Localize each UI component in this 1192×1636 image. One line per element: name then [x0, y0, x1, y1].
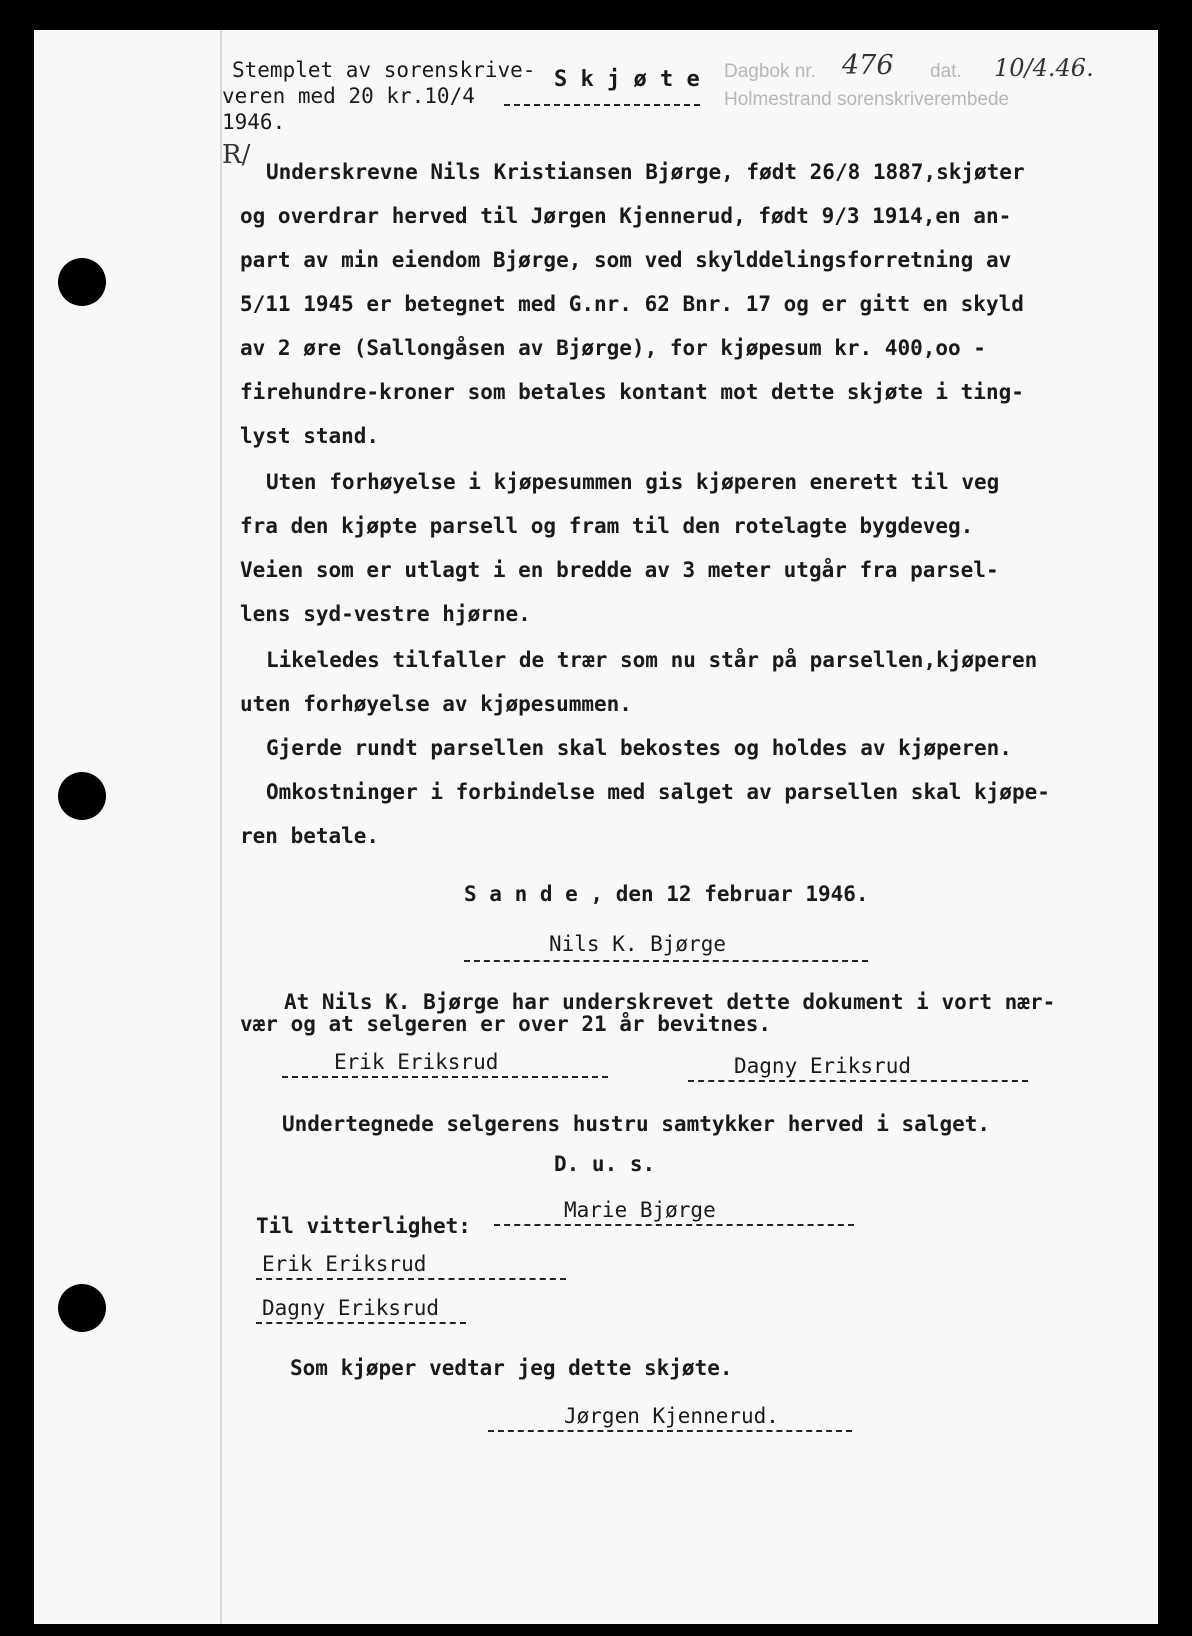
body-line: uten forhøyelse av kjøpesummen.	[240, 692, 632, 716]
body-line: fra den kjøpte parsell og fram til den rotelagte bygdeveg.	[240, 514, 974, 538]
signature-line	[488, 1430, 852, 1432]
body-line: Underskrevne Nils Kristiansen Bjørge, født 26/8 1887,skjøter	[266, 160, 1025, 184]
body-line: Uten forhøyelse i kjøpesummen gis kjøperen enerett til veg	[266, 470, 1000, 494]
punch-hole	[58, 772, 106, 820]
margin-line	[220, 30, 222, 1624]
body-line: lens syd-vestre hjørne.	[240, 602, 531, 626]
signature-line	[494, 1224, 854, 1226]
body-line: av 2 øre (Sallongåsen av Bjørge), for kjøpesum kr. 400,oo -	[240, 336, 986, 360]
body-line: lyst stand.	[240, 424, 380, 448]
buyer-signature: Jørgen Kjennerud.	[564, 1404, 779, 1428]
body-line: Gjerde rundt parsellen skal bekostes og holdes av kjøperen.	[266, 736, 1012, 760]
body-line: ren betale.	[240, 824, 380, 848]
punch-hole	[58, 258, 106, 306]
body-line: Likeledes tilfaller de trær som nu står på parsellen,kjøperen	[266, 648, 1038, 672]
margin-mark: R/	[222, 140, 251, 170]
vitterlighet-signature: Dagny Eriksrud	[262, 1296, 440, 1320]
signature-line	[464, 960, 868, 962]
dagbok-number: 476	[842, 50, 894, 81]
dateline: S a n d e , den 12 februar 1946.	[464, 882, 869, 906]
vitterlighet-signature: Erik Eriksrud	[262, 1252, 427, 1276]
body-line: Omkostninger i forbindelse med salget av parsellen skal kjøpe-	[266, 780, 1050, 804]
seller-signature: Nils K. Bjørge	[549, 932, 727, 956]
signature-line	[282, 1076, 608, 1078]
signature-line	[688, 1080, 1028, 1082]
stamp-note-line: 1946.	[222, 110, 286, 134]
body-line: 5/11 1945 er betegnet med G.nr. 62 Bnr. 17 og er gitt en skyld	[240, 292, 1024, 316]
til-vitterlighet-label: Til vitterlighet:	[256, 1214, 471, 1238]
dagbok-date-label: dat.	[930, 61, 962, 82]
body-line: Veien som er utlagt i en bredde av 3 meter utgår fra parsel-	[240, 558, 999, 582]
office-name: Holmestrand sorenskriverembede	[724, 89, 1010, 110]
witness-signature: Erik Eriksrud	[334, 1050, 499, 1074]
document-title: S k j ø t e	[554, 67, 700, 92]
body-line: og overdrar herved til Jørgen Kjennerud, født 9/3 1914,en an-	[240, 204, 1012, 228]
witness-statement-line: At Nils K. Bjørge har underskrevet dette dokument i vort nær-	[284, 990, 1056, 1014]
stamp-note-line: Stemplet av sorenskrive-	[232, 58, 536, 82]
dus-abbreviation: D. u. s.	[554, 1152, 656, 1176]
signature-line	[256, 1278, 566, 1280]
document-page	[34, 30, 1158, 1624]
stamp-note-line: veren med 20 kr.10/4	[222, 84, 475, 108]
body-line: part av min eiendom Bjørge, som ved skylddelingsforretning av	[240, 248, 1012, 272]
spouse-signature: Marie Bjørge	[564, 1198, 716, 1222]
dagbok-date: 10/4.46.	[994, 54, 1094, 82]
title-underline	[504, 104, 700, 106]
dagbok-label: Dagbok nr.	[724, 61, 816, 82]
signature-line	[256, 1322, 466, 1324]
spouse-consent: Undertegnede selgerens hustru samtykker herved i salget.	[282, 1112, 991, 1136]
witness-signature: Dagny Eriksrud	[734, 1054, 912, 1078]
witness-statement-line: vær og at selgeren er over 21 år bevitnes.	[240, 1012, 772, 1036]
buyer-acceptance: Som kjøper vedtar jeg dette skjøte.	[290, 1356, 733, 1380]
body-line: firehundre-kroner som betales kontant mot dette skjøte i ting-	[240, 380, 1024, 404]
punch-hole	[58, 1284, 106, 1332]
